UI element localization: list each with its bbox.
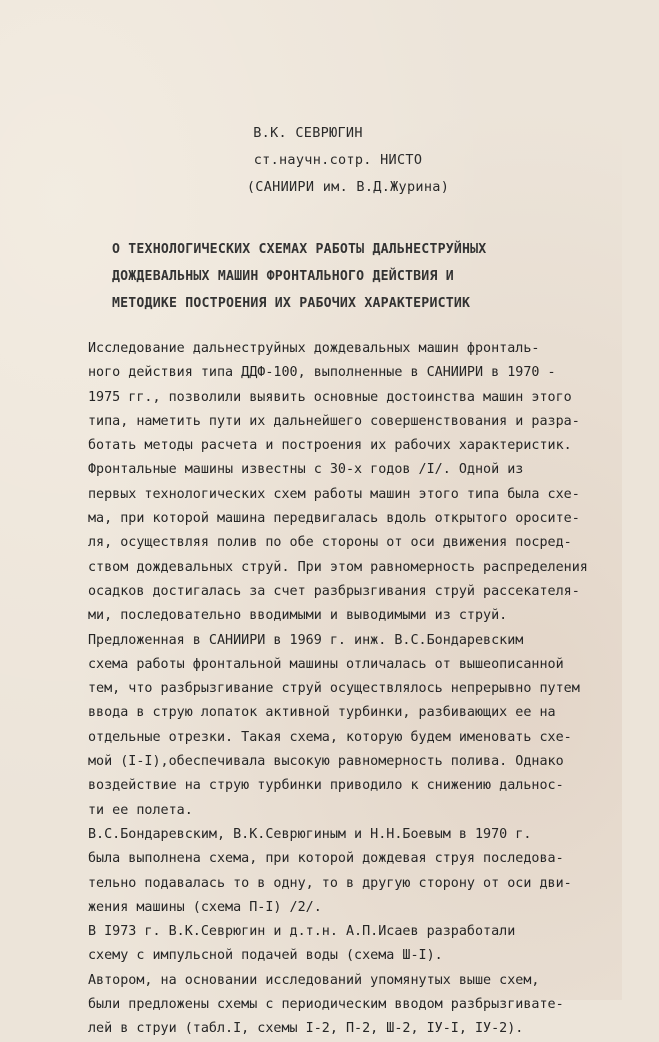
paper-title [112,236,592,317]
body-line: ством дождевальных струй. При этом равномерность распределения [88,559,588,575]
body-line: ботать методы расчета и построения их рабочих характеристик. [88,438,572,454]
body-line: Исследование дальнеструйных дождевальных машин фронталь- [88,341,540,356]
body-line: схему с импульсной подачей воды (схема Ш-I). [88,948,443,964]
body-line: осадков достигалась за счет разбрызгивания струй рассекателя- [88,583,580,599]
body-line: В.С.Бондаревским, В.К.Севрюгиным и Н.Н.Боевым в 1970 г. [88,826,532,842]
title-line: МЕТОДИКЕ ПОСТРОЕНИЯ ИХ РАБОЧИХ ХАРАКТЕРИСТИК [112,296,471,311]
body-line: жения машины (схема П-I) /2/. [88,899,322,915]
body-line: лей в струи (табл.I, схемы I-2, П-2, Ш-2, IУ-I, IУ-2). [88,1021,524,1037]
body-line: Предложенная в САНИИРИ в 1969 г. инж. В.С.Бондаревским [88,632,524,648]
body-line: ля, осуществляя полив по обе стороны от оси движения посред- [88,535,572,551]
body-line: первых технологических схем работы машин этого типа была схе- [88,486,580,502]
body-line: ми, последовательно вводимыми и выводимыми из струй. [88,608,508,624]
author-institution: (САНИИРИ им. В.Д.Журина) [246,179,450,195]
body-line: типа, наметить пути их дальнейшего совершенствования и разра- [88,413,580,429]
title-line: О ТЕХНОЛОГИЧЕСКИХ СХЕМАХ РАБОТЫ ДАЛЬНЕСТРУЙНЫХ [112,242,487,257]
body-line: были предложены схемы с периодическим вводом разбрызгивате- [88,997,564,1013]
body-line: тельно подавалась то в одну, то в другую сторону от оси дви- [88,875,572,891]
body-line: мой (I-I),обеспечивала высокую равномерность полива. Однако [88,754,564,770]
body-line: ти ее полета. [88,802,193,818]
body-line: В I973 г. В.К.Севрюгин и д.т.н. А.П.Исаев разработали [88,924,516,940]
author-name: В.К. СЕВРЮГИН [253,125,363,141]
title-line: ДОЖДЕВАЛЬНЫХ МАШИН ФРОНТАЛЬНОГО ДЕЙСТВИЯ И [112,269,454,284]
body-text [88,337,608,1042]
body-line: схема работы фронтальной машины отличалась от вышеописанной [88,656,564,672]
author-position: ст.научн.сотр. НИСТО [253,152,423,168]
body-line: ма, при которой машина передвигалась вдоль открытого оросите- [88,511,580,527]
body-line: ного действия типа ДДФ-100, выполненные в САНИИРИ в 1970 - [88,365,556,381]
body-line: тем, что разбрызгивание струй осуществлялось непрерывно путем [88,681,580,697]
body-line: отдельные отрезки. Такая схема, которую будем именовать схе- [88,729,572,745]
body-line: Автором, на основании исследований упомянутых выше схем, [88,972,540,988]
body-line: ввода в струю лопаток активной турбинки, разбивающих ее на [88,705,556,721]
body-line: воздействие на струю турбинки приводило к снижению дальнос- [88,778,564,794]
body-line: 1975 гг., позволили выявить основные достоинства машин этого [88,389,572,405]
body-line: была выполнена схема, при которой дождевая струя последова- [88,851,564,867]
body-line: Фронтальные машины известны с 30-х годов /I/. Одной из [88,462,524,478]
